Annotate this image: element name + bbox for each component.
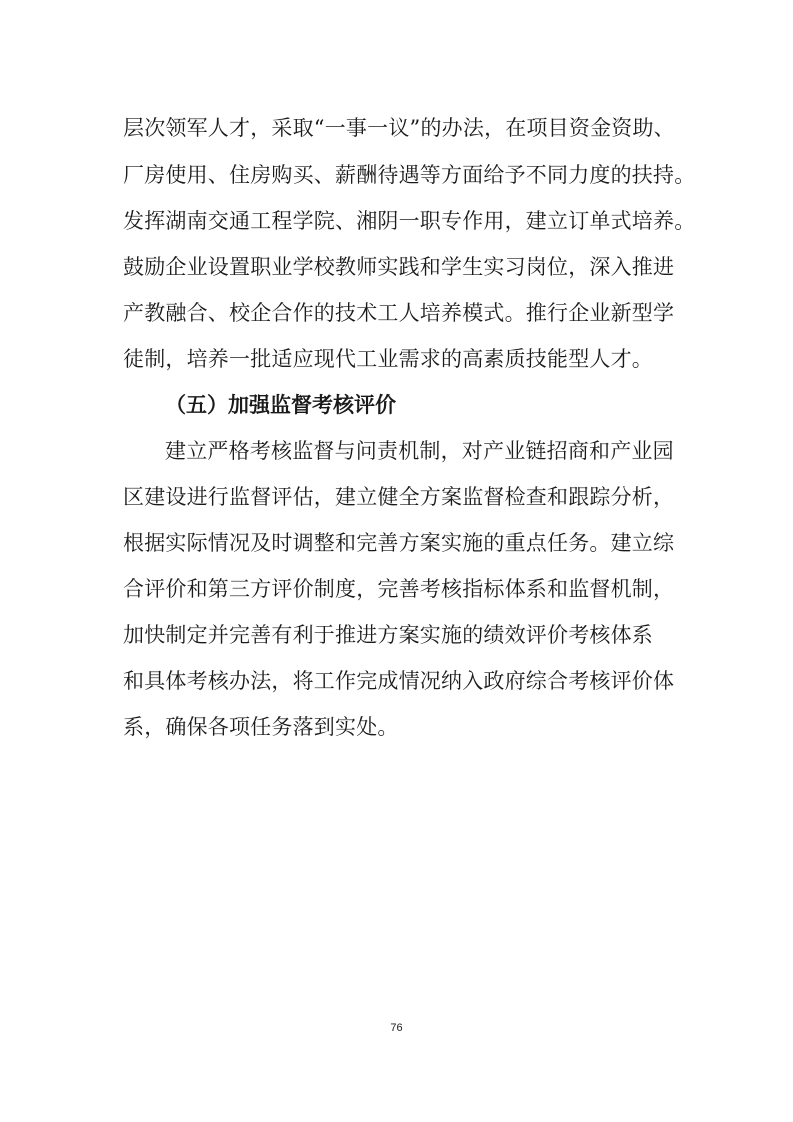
- paragraph2-line-2: 区建设进行监督评估，建立健全方案监督检查和跟踪分析，: [123, 485, 675, 509]
- paragraph1-line-1: 层次领军人才，采取“一事一议”的办法，在项目资金资助、: [123, 116, 675, 140]
- paragraph2-line-5: 加快制定并完善有利于推进方案实施的绩效评价考核体系: [123, 623, 653, 647]
- paragraph1-line-4: 鼓励企业设置职业学校教师实践和学生实习岗位，深入推进: [123, 255, 675, 279]
- paragraph1-line-3: 发挥湖南交通工程学院、湘阴一职专作用，建立订单式培养。: [123, 209, 696, 233]
- paragraph2-line-1: 建立严格考核监督与问责机制，对产业链招商和产业园: [165, 439, 674, 463]
- section-heading: （五）加强监督考核评价: [165, 393, 396, 417]
- paragraph2-line-3: 根据实际情况及时调整和完善方案实施的重点任务。建立综: [123, 531, 675, 555]
- paragraph2-line-4: 合评价和第三方评价制度，完善考核指标体系和监督机制，: [123, 577, 675, 601]
- paragraph1-line-5: 产教融合、校企合作的技术工人培养模式。推行企业新型学: [123, 301, 675, 325]
- page-number: 76: [390, 1022, 403, 1034]
- paragraph1-line-6: 徒制，培养一批适应现代工业需求的高素质技能型人才。: [123, 347, 653, 371]
- paragraph2-line-6: 和具体考核办法，将工作完成情况纳入政府综合考核评价体: [123, 669, 675, 693]
- paragraph2-line-7: 系，确保各项任务落到实处。: [123, 715, 399, 739]
- paragraph1-line-2: 厂房使用、住房购买、薪酬待遇等方面给予不同力度的扶持。: [123, 163, 696, 187]
